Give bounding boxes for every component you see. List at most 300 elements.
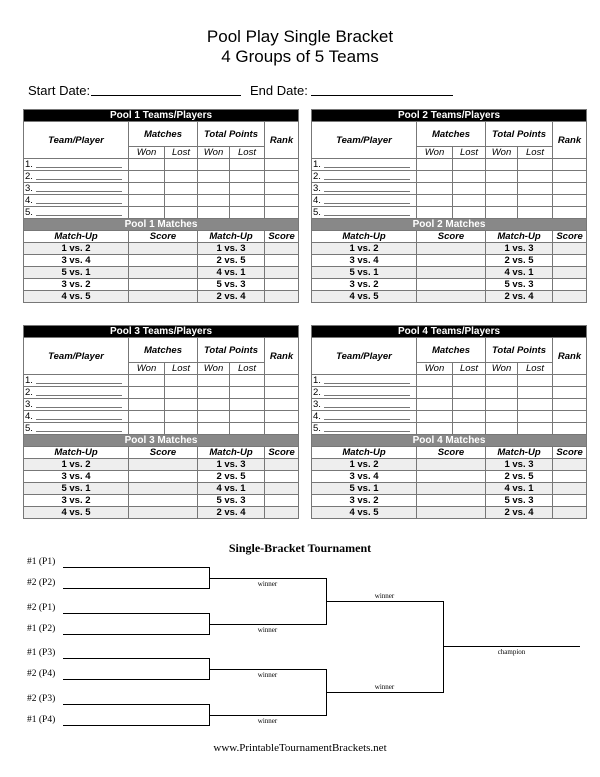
team-cell[interactable] xyxy=(312,207,417,219)
score-cell[interactable] xyxy=(417,291,486,303)
matchup-cell: 2 vs. 4 xyxy=(198,291,265,303)
rank-cell[interactable] xyxy=(265,399,299,411)
winner-label: winner xyxy=(257,671,278,679)
team-name-line xyxy=(36,195,122,204)
team-cell[interactable] xyxy=(24,387,129,399)
score-cell[interactable] xyxy=(553,471,587,483)
matchup-cell: 2 vs. 5 xyxy=(198,471,265,483)
rank-cell[interactable] xyxy=(265,183,299,195)
lost-cell[interactable] xyxy=(230,423,265,435)
won-cell[interactable] xyxy=(129,159,165,171)
rank-cell[interactable] xyxy=(265,195,299,207)
team-name-line xyxy=(36,183,122,192)
won-cell[interactable] xyxy=(129,195,165,207)
matchup-cell: 4 vs. 5 xyxy=(312,291,417,303)
team-cell[interactable] xyxy=(24,399,129,411)
won-cell[interactable] xyxy=(417,387,453,399)
matchup-cell: 3 vs. 4 xyxy=(312,255,417,267)
rank-cell[interactable] xyxy=(265,423,299,435)
team-cell[interactable] xyxy=(312,411,417,423)
score-cell[interactable] xyxy=(417,495,486,507)
team-name-line xyxy=(36,411,122,420)
lost-cell[interactable] xyxy=(453,195,486,207)
score-header: Score xyxy=(553,447,587,459)
champion-label: champion xyxy=(497,648,526,656)
matchup-cell: 5 vs. 1 xyxy=(312,483,417,495)
end-date-label: End Date: xyxy=(250,83,308,98)
team-name-line xyxy=(324,387,410,396)
team-cell[interactable] xyxy=(312,387,417,399)
won-header: Won xyxy=(198,363,230,375)
match-row xyxy=(312,267,587,279)
rank-header: Rank xyxy=(553,338,587,375)
matches-header: Matches xyxy=(129,122,198,147)
bracket-connector xyxy=(443,601,444,693)
match-row xyxy=(312,243,587,255)
match-row xyxy=(312,483,587,495)
row-number: 4. xyxy=(313,411,321,422)
score-cell[interactable] xyxy=(129,255,198,267)
lost-cell[interactable] xyxy=(230,171,265,183)
team-row xyxy=(312,375,587,387)
pool-teams-header: Pool 3 Teams/Players xyxy=(24,326,299,338)
score-cell[interactable] xyxy=(129,483,198,495)
team-cell[interactable] xyxy=(24,171,129,183)
score-cell[interactable] xyxy=(417,279,486,291)
score-cell[interactable] xyxy=(265,279,299,291)
team-name-line xyxy=(36,399,122,408)
matchup-header: Match-Up xyxy=(24,447,129,459)
team-row xyxy=(312,171,587,183)
score-cell[interactable] xyxy=(129,471,198,483)
row-number: 2. xyxy=(25,171,33,182)
lost-header: Lost xyxy=(230,363,265,375)
score-cell[interactable] xyxy=(553,507,587,519)
lost-cell[interactable] xyxy=(518,183,553,195)
pool-3 xyxy=(23,325,298,519)
winner-line xyxy=(209,669,326,670)
won-header: Won xyxy=(129,363,165,375)
lost-cell[interactable] xyxy=(518,207,553,219)
team-row xyxy=(24,411,299,423)
row-number: 1. xyxy=(25,375,33,386)
rank-cell[interactable] xyxy=(265,411,299,423)
lost-cell[interactable] xyxy=(453,159,486,171)
winner-label: winner xyxy=(257,626,278,634)
rank-cell[interactable] xyxy=(265,387,299,399)
seed-label: #1 (P4) xyxy=(27,715,56,725)
score-cell[interactable] xyxy=(417,507,486,519)
matchup-cell: 4 vs. 5 xyxy=(24,291,129,303)
won-cell[interactable] xyxy=(486,399,518,411)
score-cell[interactable] xyxy=(265,507,299,519)
team-cell[interactable] xyxy=(24,159,129,171)
team-name-line xyxy=(324,195,410,204)
pool-2 xyxy=(311,109,586,303)
matchup-header: Match-Up xyxy=(198,447,265,459)
score-cell[interactable] xyxy=(265,243,299,255)
matchup-cell: 3 vs. 4 xyxy=(24,255,129,267)
won-cell[interactable] xyxy=(198,375,230,387)
won-cell[interactable] xyxy=(417,411,453,423)
matchup-cell: 2 vs. 5 xyxy=(486,255,553,267)
lost-cell[interactable] xyxy=(230,195,265,207)
lost-cell[interactable] xyxy=(453,183,486,195)
won-cell[interactable] xyxy=(486,195,518,207)
match-row xyxy=(24,483,299,495)
seed-line xyxy=(63,613,209,614)
team-name-line xyxy=(36,423,122,432)
won-cell[interactable] xyxy=(129,423,165,435)
won-cell[interactable] xyxy=(417,183,453,195)
pool-matches-header: Pool 1 Matches xyxy=(24,219,299,231)
won-cell[interactable] xyxy=(486,423,518,435)
seed-line xyxy=(63,679,209,680)
winner-label: winner xyxy=(374,683,395,691)
score-cell[interactable] xyxy=(553,495,587,507)
seed-line xyxy=(63,588,209,589)
lost-cell[interactable] xyxy=(518,387,553,399)
rank-cell[interactable] xyxy=(265,159,299,171)
team-cell[interactable] xyxy=(312,195,417,207)
match-row xyxy=(312,495,587,507)
score-header: Score xyxy=(265,231,299,243)
score-cell[interactable] xyxy=(265,471,299,483)
team-name-line xyxy=(36,375,122,384)
row-number: 1. xyxy=(313,159,321,170)
pool-teams-header: Pool 1 Teams/Players xyxy=(24,110,299,122)
pool-matches-header: Pool 4 Matches xyxy=(312,435,587,447)
row-number: 2. xyxy=(313,387,321,398)
matchup-cell: 1 vs. 3 xyxy=(198,459,265,471)
seed-line xyxy=(63,725,209,726)
score-cell[interactable] xyxy=(129,495,198,507)
rank-header: Rank xyxy=(553,122,587,159)
team-name-line xyxy=(324,423,410,432)
winner-label: winner xyxy=(257,580,278,588)
won-cell[interactable] xyxy=(198,399,230,411)
won-cell[interactable] xyxy=(486,375,518,387)
score-cell[interactable] xyxy=(129,279,198,291)
won-cell[interactable] xyxy=(417,159,453,171)
rank-cell[interactable] xyxy=(553,159,587,171)
won-cell[interactable] xyxy=(129,183,165,195)
matchup-cell: 3 vs. 2 xyxy=(24,279,129,291)
won-cell[interactable] xyxy=(486,207,518,219)
champion-line xyxy=(443,646,580,647)
matchup-cell: 3 vs. 2 xyxy=(312,495,417,507)
lost-cell[interactable] xyxy=(518,399,553,411)
score-cell[interactable] xyxy=(265,495,299,507)
score-cell[interactable] xyxy=(265,255,299,267)
pool-matches-header: Pool 2 Matches xyxy=(312,219,587,231)
won-cell[interactable] xyxy=(198,171,230,183)
lost-cell[interactable] xyxy=(453,411,486,423)
won-cell[interactable] xyxy=(486,387,518,399)
team-cell[interactable] xyxy=(24,207,129,219)
pool-table xyxy=(23,109,299,303)
lost-cell[interactable] xyxy=(453,375,486,387)
won-header: Won xyxy=(129,147,165,159)
team-cell[interactable] xyxy=(312,159,417,171)
score-cell[interactable] xyxy=(553,279,587,291)
score-cell[interactable] xyxy=(265,459,299,471)
team-name-line xyxy=(324,399,410,408)
rank-cell[interactable] xyxy=(265,375,299,387)
won-cell[interactable] xyxy=(198,387,230,399)
start-date-field[interactable] xyxy=(91,95,241,96)
matchup-cell: 4 vs. 5 xyxy=(312,507,417,519)
won-cell[interactable] xyxy=(198,183,230,195)
score-cell[interactable] xyxy=(265,483,299,495)
match-row xyxy=(24,243,299,255)
score-cell[interactable] xyxy=(553,483,587,495)
winner-line xyxy=(326,692,443,693)
team-name-line xyxy=(324,411,410,420)
lost-cell[interactable] xyxy=(518,411,553,423)
rank-cell[interactable] xyxy=(553,195,587,207)
won-cell[interactable] xyxy=(417,195,453,207)
lost-cell[interactable] xyxy=(230,159,265,171)
team-cell[interactable] xyxy=(312,183,417,195)
matchup-cell: 1 vs. 2 xyxy=(24,459,129,471)
matchup-header: Match-Up xyxy=(486,447,553,459)
lost-cell[interactable] xyxy=(230,411,265,423)
team-name-line xyxy=(324,183,410,192)
lost-cell[interactable] xyxy=(453,399,486,411)
rank-cell[interactable] xyxy=(265,171,299,183)
lost-cell[interactable] xyxy=(230,387,265,399)
lost-cell[interactable] xyxy=(165,399,198,411)
lost-cell[interactable] xyxy=(165,183,198,195)
team-row xyxy=(312,183,587,195)
score-cell[interactable] xyxy=(553,291,587,303)
won-header: Won xyxy=(486,363,518,375)
won-header: Won xyxy=(486,147,518,159)
team-cell[interactable] xyxy=(24,411,129,423)
match-row xyxy=(312,471,587,483)
lost-cell[interactable] xyxy=(453,423,486,435)
seed-line xyxy=(63,634,209,635)
won-cell[interactable] xyxy=(198,195,230,207)
row-number: 5. xyxy=(25,207,33,218)
team-name-line xyxy=(324,171,410,180)
won-cell[interactable] xyxy=(198,207,230,219)
team-cell[interactable] xyxy=(312,375,417,387)
score-cell[interactable] xyxy=(129,267,198,279)
matchup-cell: 1 vs. 3 xyxy=(486,243,553,255)
rank-cell[interactable] xyxy=(553,207,587,219)
won-cell[interactable] xyxy=(417,207,453,219)
lost-cell[interactable] xyxy=(230,183,265,195)
rank-cell[interactable] xyxy=(553,387,587,399)
row-number: 2. xyxy=(25,387,33,398)
won-cell[interactable] xyxy=(198,411,230,423)
score-cell[interactable] xyxy=(417,483,486,495)
row-number: 4. xyxy=(313,195,321,206)
team-name-line xyxy=(36,387,122,396)
matchup-header: Match-Up xyxy=(24,231,129,243)
won-cell[interactable] xyxy=(417,171,453,183)
team-row xyxy=(24,195,299,207)
score-cell[interactable] xyxy=(417,471,486,483)
match-row xyxy=(24,279,299,291)
rank-cell[interactable] xyxy=(553,375,587,387)
lost-header: Lost xyxy=(165,363,198,375)
team-cell[interactable] xyxy=(312,171,417,183)
score-cell[interactable] xyxy=(553,255,587,267)
lost-header: Lost xyxy=(453,363,486,375)
pool-teams-header: Pool 4 Teams/Players xyxy=(312,326,587,338)
team-cell[interactable] xyxy=(24,375,129,387)
rank-cell[interactable] xyxy=(553,399,587,411)
winner-label: winner xyxy=(257,717,278,725)
matchup-cell: 5 vs. 3 xyxy=(198,279,265,291)
row-number: 5. xyxy=(313,207,321,218)
score-cell[interactable] xyxy=(553,267,587,279)
team-cell[interactable] xyxy=(312,423,417,435)
lost-cell[interactable] xyxy=(165,159,198,171)
pool-teams-header: Pool 2 Teams/Players xyxy=(312,110,587,122)
lost-header: Lost xyxy=(453,147,486,159)
score-cell[interactable] xyxy=(417,459,486,471)
team-cell[interactable] xyxy=(24,195,129,207)
score-cell[interactable] xyxy=(417,267,486,279)
row-number: 5. xyxy=(25,423,33,434)
team-row xyxy=(24,207,299,219)
score-header: Score xyxy=(417,447,486,459)
team-row xyxy=(24,375,299,387)
won-cell[interactable] xyxy=(129,399,165,411)
matchup-cell: 1 vs. 2 xyxy=(312,243,417,255)
lost-cell[interactable] xyxy=(518,195,553,207)
seed-label: #1 (P1) xyxy=(27,557,56,567)
team-row xyxy=(24,159,299,171)
matchup-cell: 1 vs. 2 xyxy=(312,459,417,471)
rank-cell[interactable] xyxy=(553,183,587,195)
pool-table xyxy=(311,109,587,303)
score-cell[interactable] xyxy=(417,243,486,255)
score-cell[interactable] xyxy=(265,291,299,303)
lost-cell[interactable] xyxy=(518,171,553,183)
lost-cell[interactable] xyxy=(165,171,198,183)
team-row xyxy=(312,387,587,399)
score-cell[interactable] xyxy=(129,507,198,519)
match-row xyxy=(24,459,299,471)
rank-cell[interactable] xyxy=(553,171,587,183)
team-name-line xyxy=(324,207,410,216)
won-cell[interactable] xyxy=(486,171,518,183)
rank-cell[interactable] xyxy=(265,207,299,219)
winner-line xyxy=(209,715,326,716)
team-name-line xyxy=(36,171,122,180)
row-number: 3. xyxy=(25,399,33,410)
lost-cell[interactable] xyxy=(453,207,486,219)
match-row xyxy=(312,291,587,303)
won-cell[interactable] xyxy=(198,159,230,171)
score-cell[interactable] xyxy=(129,243,198,255)
won-cell[interactable] xyxy=(417,375,453,387)
pool-table xyxy=(23,325,299,519)
team-player-header: Team/Player xyxy=(312,122,417,159)
score-cell[interactable] xyxy=(417,255,486,267)
won-cell[interactable] xyxy=(129,207,165,219)
won-cell[interactable] xyxy=(129,171,165,183)
lost-cell[interactable] xyxy=(230,399,265,411)
team-cell[interactable] xyxy=(24,183,129,195)
match-row xyxy=(312,255,587,267)
score-cell[interactable] xyxy=(553,459,587,471)
lost-cell[interactable] xyxy=(453,387,486,399)
lost-cell[interactable] xyxy=(165,423,198,435)
score-cell[interactable] xyxy=(129,291,198,303)
won-cell[interactable] xyxy=(129,387,165,399)
matchup-cell: 4 vs. 5 xyxy=(24,507,129,519)
matchup-cell: 3 vs. 4 xyxy=(24,471,129,483)
start-date-label: Start Date: xyxy=(28,83,91,98)
pool-4 xyxy=(311,325,586,519)
team-row xyxy=(24,399,299,411)
lost-cell[interactable] xyxy=(518,159,553,171)
lost-cell[interactable] xyxy=(453,171,486,183)
score-cell[interactable] xyxy=(553,243,587,255)
rank-header: Rank xyxy=(265,338,299,375)
total-points-header: Total Points xyxy=(486,122,553,147)
lost-cell[interactable] xyxy=(230,207,265,219)
team-cell[interactable] xyxy=(24,423,129,435)
team-cell[interactable] xyxy=(312,399,417,411)
lost-cell[interactable] xyxy=(518,375,553,387)
lost-cell[interactable] xyxy=(165,387,198,399)
lost-cell[interactable] xyxy=(165,195,198,207)
row-number: 4. xyxy=(25,195,33,206)
score-cell[interactable] xyxy=(129,459,198,471)
seed-line xyxy=(63,704,209,705)
lost-cell[interactable] xyxy=(518,423,553,435)
team-row xyxy=(24,171,299,183)
won-cell[interactable] xyxy=(486,411,518,423)
matchup-cell: 5 vs. 1 xyxy=(312,267,417,279)
won-cell[interactable] xyxy=(486,159,518,171)
won-cell[interactable] xyxy=(129,375,165,387)
lost-cell[interactable] xyxy=(165,375,198,387)
matchup-cell: 2 vs. 5 xyxy=(486,471,553,483)
won-cell[interactable] xyxy=(417,399,453,411)
match-row xyxy=(312,459,587,471)
matchup-cell: 4 vs. 1 xyxy=(198,483,265,495)
won-cell[interactable] xyxy=(198,423,230,435)
end-date-field[interactable] xyxy=(311,95,453,96)
score-cell[interactable] xyxy=(265,267,299,279)
total-points-header: Total Points xyxy=(198,338,265,363)
team-row xyxy=(312,399,587,411)
won-cell[interactable] xyxy=(417,423,453,435)
team-row xyxy=(24,387,299,399)
won-cell[interactable] xyxy=(129,411,165,423)
won-cell[interactable] xyxy=(486,183,518,195)
score-header: Score xyxy=(553,231,587,243)
rank-cell[interactable] xyxy=(553,423,587,435)
matches-header: Matches xyxy=(417,122,486,147)
lost-cell[interactable] xyxy=(165,207,198,219)
rank-cell[interactable] xyxy=(553,411,587,423)
lost-cell[interactable] xyxy=(165,411,198,423)
lost-cell[interactable] xyxy=(230,375,265,387)
match-row xyxy=(24,471,299,483)
row-number: 1. xyxy=(313,375,321,386)
matchup-cell: 4 vs. 1 xyxy=(486,267,553,279)
matchup-cell: 2 vs. 5 xyxy=(198,255,265,267)
